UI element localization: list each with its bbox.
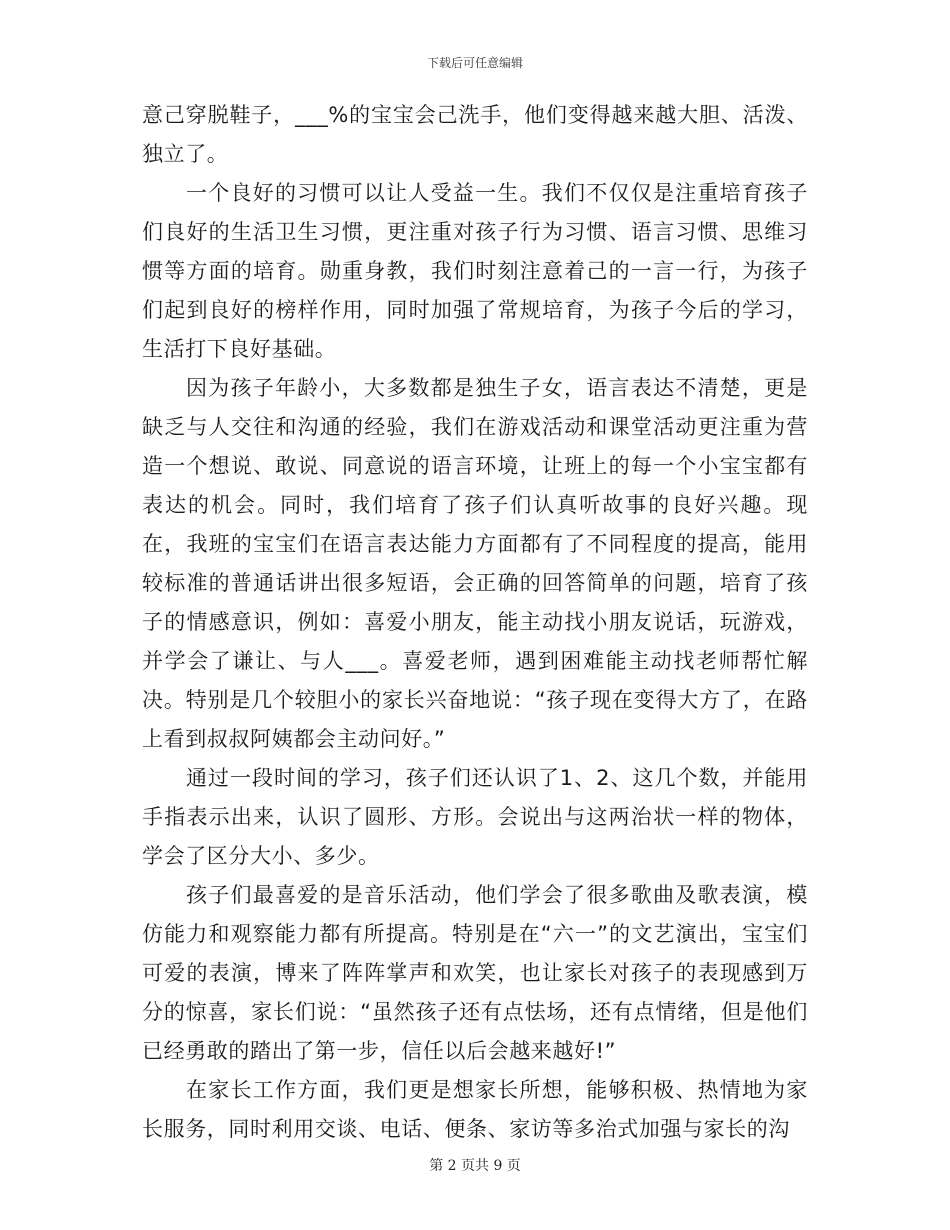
paragraph-language: 因为孩子年龄小，大多数都是独生子女，语言表达不清楚，更是缺乏与人交往和沟通的经验，我们在游戏活动和课堂活动更注重为营造一个想说、敢说、同意说的语言环境，让班上的每一个小宝宝都有表达的机会。同时，我们培育了孩子们认真听故事的良好兴趣。现在，我班的宝宝们在语言表达能力方面都有了不同程度的提高，能用较标准的普通话讲出很多短语，会正确的回答简单的问题，培育了孩子的情感意识，例如：喜爱小朋友，能主动找小朋友说话，玩游戏，并学会了谦让、与人___。喜爱老师，遇到困难能主动找老师帮忙解决。特别是几个较胆小的家长兴奋地说：“孩子现在变得大方了，在路上看到叔叔阿姨都会主动问好。” [142,376,808,751]
paragraph-continued: 意己穿脱鞋子，___%的宝宝会己洗手，他们变得越来越大胆、活泼、独立了。 [142,103,808,166]
paragraph-numbers: 通过一段时间的学习，孩子们还认识了1、2、这几个数，并能用手指表示出来，认识了圆形、方形。会说出与这两治状一样的物体，学会了区分大小、多少。 [142,766,808,868]
paragraph-parents: 在家长工作方面，我们更是想家长所想，能够积极、热情地为家长服务，同时利用交谈、电话、便条、家访等多治式加强与家长的沟 [142,1078,808,1141]
page-number: 第 2 页共 9 页 [429,1158,521,1174]
page-header: 下载后可任意编辑 [426,56,523,70]
paragraph-habits: 一个良好的习惯可以让人受益一生。我们不仅仅是注重培育孩子们良好的生活卫生习惯，更注重对孩子行为习惯、语言习惯、思维习惯等方面的培育。勋重身教，我们时刻注意着己的一言一行，为孩子们起到良好的榜样作用，同时加强了常规培育，为孩子今后的学习，生活打下良好基础。 [142,181,808,361]
document-body [142,96,808,1149]
paragraph-music: 孩子们最喜爱的是音乐活动，他们学会了很多歌曲及歌表演，模仿能力和观察能力都有所提高。特别是在“六一”的文艺演出，宝宝们可爱的表演，博来了阵阵掌声和欢笑，也让家长对孩子的表现感到万分的惊喜，家长们说：“虽然孩子还有点怯场，还有点情绪，但是他们已经勇敢的踏出了第一步，信任以后会越来越好!” [142,883,808,1063]
